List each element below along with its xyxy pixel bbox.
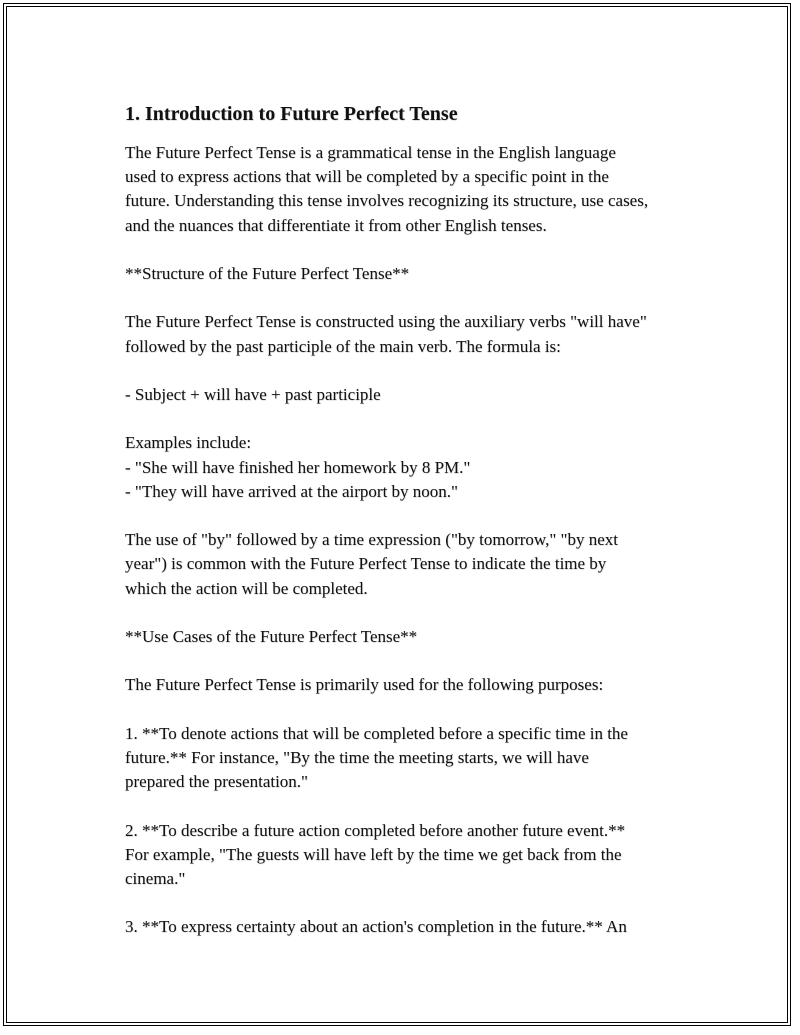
paragraph-gap bbox=[125, 601, 705, 625]
paragraph-gap bbox=[125, 286, 705, 310]
paragraph-gap bbox=[125, 891, 705, 915]
text-line: The Future Perfect Tense is constructed using the auxiliary verbs "will have" bbox=[125, 312, 647, 332]
use-cases-intro bbox=[125, 673, 705, 697]
text-line: 3. **To express certainty about an action's completion in the future.** An bbox=[125, 917, 627, 937]
by-usage-paragraph bbox=[125, 528, 705, 601]
text-line: - "They will have arrived at the airport by noon." bbox=[125, 481, 458, 501]
text-line: future. Understanding this tense involves recognizing its structure, use cases, bbox=[125, 191, 649, 211]
text-line: followed by the past participle of the main verb. The formula is: bbox=[125, 336, 561, 356]
text-line: **Use Cases of the Future Perfect Tense** bbox=[125, 626, 418, 646]
paragraph-gap bbox=[125, 649, 705, 673]
text-line: used to express actions that will be completed by a specific point in the bbox=[125, 167, 609, 187]
use-cases-heading bbox=[125, 625, 705, 649]
use-case-1 bbox=[125, 722, 705, 795]
paragraph-gap bbox=[125, 794, 705, 818]
examples-block bbox=[125, 431, 705, 504]
text-line: which the action will be completed. bbox=[125, 578, 368, 598]
structure-paragraph bbox=[125, 310, 705, 358]
text-line: year") is common with the Future Perfect Tense to indicate the time by bbox=[125, 554, 607, 574]
text-line: and the nuances that differentiate it from other English tenses. bbox=[125, 215, 547, 235]
text-line: 2. **To describe a future action completed before another future event.** bbox=[125, 820, 626, 840]
page-frame bbox=[3, 3, 791, 1026]
intro-paragraph bbox=[125, 141, 705, 238]
document-blocks bbox=[125, 141, 705, 940]
text-line: - Subject + will have + past participle bbox=[125, 384, 381, 404]
text-line: - "She will have finished her homework by 8 PM." bbox=[125, 457, 471, 477]
structure-heading bbox=[125, 262, 705, 286]
text-line: future.** For instance, "By the time the meeting starts, we will have bbox=[125, 747, 589, 767]
text-line: The use of "by" followed by a time expression ("by tomorrow," "by next bbox=[125, 530, 618, 550]
paragraph-gap bbox=[125, 504, 705, 528]
section-title: 1. Introduction to Future Perfect Tense bbox=[125, 103, 458, 125]
text-line: The Future Perfect Tense is a grammatical tense in the English language bbox=[125, 143, 616, 162]
text-line: **Structure of the Future Perfect Tense** bbox=[125, 264, 410, 283]
text-line: 1. **To denote actions that will be completed before a specific time in the bbox=[125, 723, 628, 743]
paragraph-gap bbox=[125, 698, 705, 722]
text-line: The Future Perfect Tense is primarily used for the following purposes: bbox=[125, 675, 604, 695]
text-line: cinema." bbox=[125, 868, 186, 888]
text-line: prepared the presentation." bbox=[125, 772, 308, 792]
text-line: For example, "The guests will have left by the time we get back from the bbox=[125, 844, 622, 864]
use-case-3 bbox=[125, 915, 705, 939]
paragraph-gap bbox=[125, 238, 705, 262]
formula-line bbox=[125, 383, 705, 407]
paragraph-gap bbox=[125, 359, 705, 383]
text-line: Examples include: bbox=[125, 433, 252, 453]
use-case-2 bbox=[125, 819, 705, 892]
document-body bbox=[125, 101, 705, 940]
paragraph-gap bbox=[125, 407, 705, 431]
